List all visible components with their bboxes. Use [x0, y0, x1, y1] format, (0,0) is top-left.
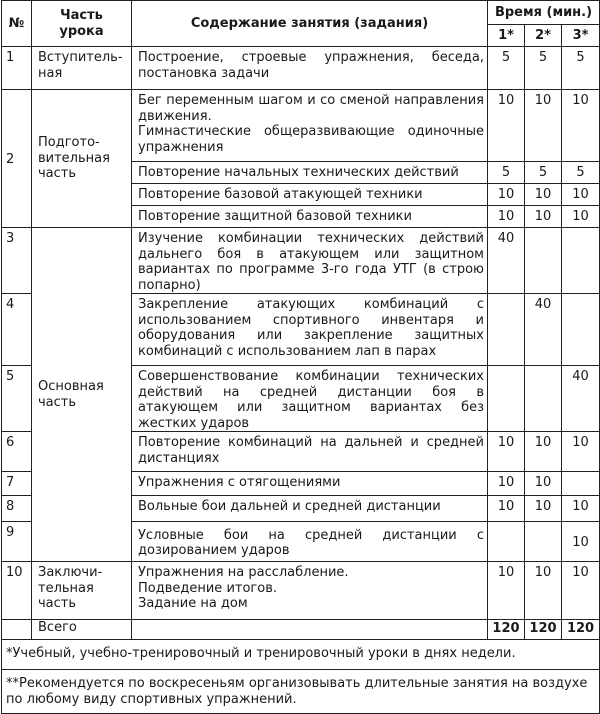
lesson-plan-table: [1, 0, 600, 714]
row-time-2: 10: [525, 206, 562, 228]
row-num: 7: [2, 472, 32, 496]
row-num: 3: [2, 228, 32, 294]
row-time-3: [562, 472, 600, 496]
row-time-3: 10: [562, 522, 600, 562]
row-time-1: [488, 366, 525, 432]
row-content: Изучение комбинации технических действий дальнего боя в атакующем или защитном вариантах по программе 3-го года УТГ (в строю попарно): [132, 228, 488, 294]
row-num: 5: [2, 366, 32, 432]
total-content-cell: [132, 620, 488, 640]
header-time-col-1: 1*: [488, 25, 525, 47]
header-content: Содержание занятия (задания): [132, 1, 488, 47]
row-num: 1: [2, 47, 32, 90]
row-num: 2: [2, 90, 32, 228]
row-time-1: 5: [488, 47, 525, 90]
row-time-2: [525, 522, 562, 562]
row-time-2: 10: [525, 472, 562, 496]
header-part: Часть урока: [32, 1, 132, 47]
row-time-1: 10: [488, 472, 525, 496]
row-content: Условные бои на средней дистанции с дозированием ударов: [132, 522, 488, 562]
row-content: Совершенствование комбинации технических действий на средней дистанции боя в атакующем или защитном вариантах без жестких ударов: [132, 366, 488, 432]
row-time-2: 10: [525, 432, 562, 472]
row-time-2: [525, 228, 562, 294]
row-time-3: 10: [562, 206, 600, 228]
row-time-2: 40: [525, 294, 562, 366]
row-part: Вступитель-ная: [32, 47, 132, 90]
row-time-2: 5: [525, 162, 562, 184]
footnote-1: *Учебный, учебно-тренировочный и тренировочный уроки в днях недели.: [2, 640, 600, 670]
row-time-3: 10: [562, 562, 600, 620]
total-num-cell: [2, 620, 32, 640]
row-time-2: 10: [525, 562, 562, 620]
row-time-1: 10: [488, 432, 525, 472]
row-time-2: [525, 366, 562, 432]
row-time-1: 10: [488, 496, 525, 522]
row-time-1: [488, 522, 525, 562]
row-num: 9: [2, 522, 32, 562]
row-part: Подгото-вительная часть: [32, 90, 132, 228]
row-time-1: [488, 294, 525, 366]
row-content: Повторение защитной базовой техники: [132, 206, 488, 228]
row-time-2: 10: [525, 184, 562, 206]
row-time-3: 40: [562, 366, 600, 432]
total-time-2: 120: [525, 620, 562, 640]
total-label: Всего: [32, 620, 132, 640]
footnote-2: **Рекомендуется по воскресеньям организовывать длительные занятия на воздухе по любому виду спортивных упражнений.: [2, 670, 600, 714]
row-time-1: 40: [488, 228, 525, 294]
row-content: Вольные бои дальней и средней дистанции: [132, 496, 488, 522]
row-time-2: 5: [525, 47, 562, 90]
header-time-col-2: 2*: [525, 25, 562, 47]
row-time-1: 10: [488, 562, 525, 620]
row-content: Закрепление атакующих комбинаций с использованием спортивного инвентаря и оборудования или закрепление защитных комбинаций с использованием лап в парах: [132, 294, 488, 366]
row-num: 6: [2, 432, 32, 472]
main-part-label: Основная часть: [32, 228, 132, 562]
row-time-3: 10: [562, 432, 600, 472]
row-time-3: 10: [562, 90, 600, 162]
row-time-1: 10: [488, 206, 525, 228]
header-time: Время (мин.): [488, 1, 600, 25]
row-content: Построение, строевые упражнения, беседа, постановка задачи: [132, 47, 488, 90]
row-time-1: 10: [488, 184, 525, 206]
row-content: Повторение базовой атакующей техники: [132, 184, 488, 206]
row-num: 8: [2, 496, 32, 522]
row-content: Бег переменным шагом и со сменой направления движения. Гимнастические общеразвивающие одиночные упражнения: [132, 90, 488, 162]
row-time-3: 10: [562, 496, 600, 522]
row-time-3: [562, 294, 600, 366]
total-time-3: 120: [562, 620, 600, 640]
header-num: №: [2, 1, 32, 47]
row-time-3: 5: [562, 47, 600, 90]
row-part: Заключи-тельная часть: [32, 562, 132, 620]
row-time-1: 10: [488, 90, 525, 162]
row-content: Повторение начальных технических действий: [132, 162, 488, 184]
row-time-1: 5: [488, 162, 525, 184]
row-num: 4: [2, 294, 32, 366]
header-time-col-3: 3*: [562, 25, 600, 47]
row-time-2: 10: [525, 496, 562, 522]
row-time-2: 10: [525, 90, 562, 162]
row-time-3: 10: [562, 184, 600, 206]
row-content: Упражнения с отягощениями: [132, 472, 488, 496]
row-num: 10: [2, 562, 32, 620]
row-time-3: [562, 228, 600, 294]
total-time-1: 120: [488, 620, 525, 640]
row-content: Повторение комбинаций на дальней и средней дистанциях: [132, 432, 488, 472]
row-content: Упражнения на расслабление. Подведение итогов. Задание на дом: [132, 562, 488, 620]
row-time-3: 5: [562, 162, 600, 184]
